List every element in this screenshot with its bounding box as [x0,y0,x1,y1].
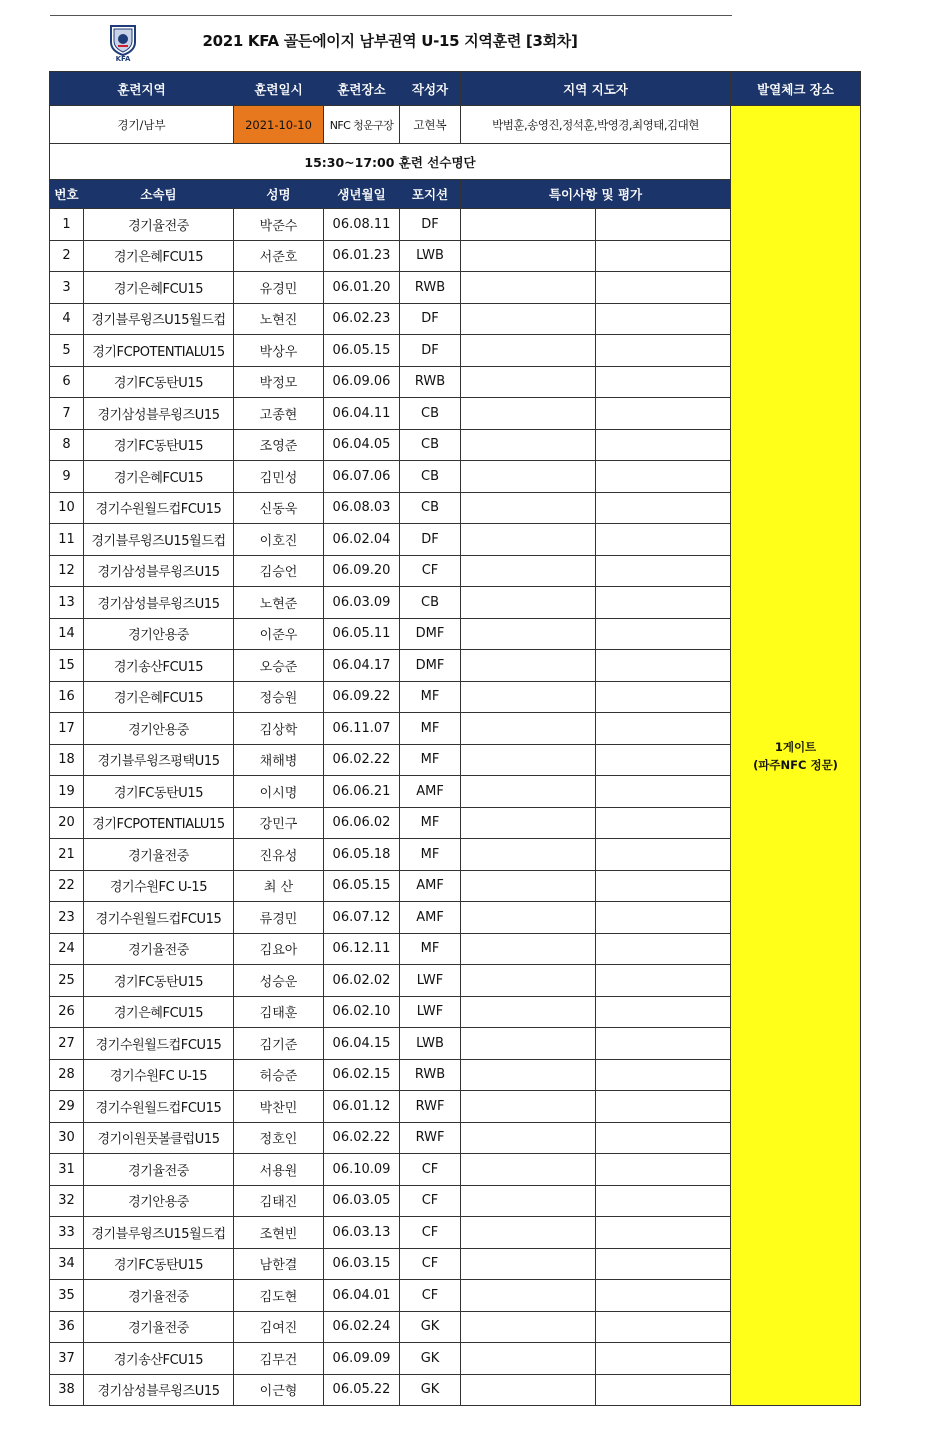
notes-cell-b[interactable] [596,1217,731,1249]
player-name: 김도현 [234,1280,324,1312]
notes-cell-a[interactable] [461,335,596,367]
player-team: 경기율전중 [84,933,234,965]
player-no: 5 [50,335,84,367]
notes-cell-b[interactable] [596,1028,731,1060]
notes-cell-b[interactable] [596,1280,731,1312]
notes-cell-b[interactable] [596,902,731,934]
player-no: 7 [50,398,84,430]
player-no: 32 [50,1185,84,1217]
player-birth: 06.01.20 [324,272,400,304]
player-no: 16 [50,681,84,713]
notes-cell-b[interactable] [596,429,731,461]
player-team: 경기은혜FCU15 [84,240,234,272]
player-birth: 06.01.23 [324,240,400,272]
notes-cell-a[interactable] [461,965,596,997]
player-name: 성승운 [234,965,324,997]
notes-cell-b[interactable] [596,1185,731,1217]
notes-cell-b[interactable] [596,1311,731,1343]
checkin-place-line1: 1게이트 [774,739,817,754]
player-birth: 06.03.15 [324,1248,400,1280]
player-birth: 06.04.01 [324,1280,400,1312]
player-name: 조현빈 [234,1217,324,1249]
player-name: 류경민 [234,902,324,934]
player-no: 10 [50,492,84,524]
player-team: 경기수원월드컵FCU15 [84,1091,234,1123]
info-header-row [50,72,861,106]
player-no: 36 [50,1311,84,1343]
notes-cell-a[interactable] [461,1374,596,1406]
player-team: 경기송산FCU15 [84,650,234,682]
notes-cell-b[interactable] [596,366,731,398]
player-position: CF [400,1185,461,1217]
player-name: 김요아 [234,933,324,965]
region-value: 경기/남부 [50,106,234,144]
player-position: DF [400,303,461,335]
notes-cell-a[interactable] [461,1185,596,1217]
player-no: 11 [50,524,84,556]
kfa-logo [105,24,141,68]
player-name: 김여진 [234,1311,324,1343]
player-birth: 06.09.20 [324,555,400,587]
notes-cell-a[interactable] [461,492,596,524]
player-birth: 06.05.15 [324,870,400,902]
date-value: 2021-10-10 [234,106,324,144]
col-no: 번호 [50,180,84,209]
player-position: CF [400,1248,461,1280]
roster-title: 15:30~17:00 훈련 선수명단 [50,144,731,180]
player-birth: 06.04.17 [324,650,400,682]
player-name: 고종현 [234,398,324,430]
player-name: 박정모 [234,366,324,398]
player-name: 김상학 [234,713,324,745]
player-birth: 06.02.23 [324,303,400,335]
player-position: GK [400,1311,461,1343]
player-position: RWF [400,1091,461,1123]
player-name: 남한결 [234,1248,324,1280]
col-position: 포지션 [400,180,461,209]
player-birth: 06.06.21 [324,776,400,808]
player-birth: 06.04.15 [324,1028,400,1060]
player-birth: 06.07.06 [324,461,400,493]
notes-cell-a[interactable] [461,366,596,398]
player-name: 조영준 [234,429,324,461]
player-no: 29 [50,1091,84,1123]
author-value: 고현복 [400,106,461,144]
player-birth: 06.02.22 [324,1122,400,1154]
player-birth: 06.03.05 [324,1185,400,1217]
player-birth: 06.02.24 [324,1311,400,1343]
player-no: 18 [50,744,84,776]
player-birth: 06.06.02 [324,807,400,839]
notes-cell-a[interactable] [461,555,596,587]
date-label: 훈련일시 [234,72,324,106]
notes-cell-a[interactable] [461,209,596,241]
player-no: 38 [50,1374,84,1406]
place-value: NFC 청운구장 [324,106,400,144]
player-no: 23 [50,902,84,934]
player-birth: 06.10.09 [324,1154,400,1186]
notes-cell-a[interactable] [461,429,596,461]
player-no: 30 [50,1122,84,1154]
notes-cell-b[interactable] [596,776,731,808]
notes-cell-a[interactable] [461,303,596,335]
player-position: CF [400,1217,461,1249]
player-no: 31 [50,1154,84,1186]
player-birth: 06.09.22 [324,681,400,713]
player-name: 채해병 [234,744,324,776]
player-birth: 06.02.10 [324,996,400,1028]
player-team: 경기수원월드컵FCU15 [84,1028,234,1060]
player-team: 경기삼성블루윙즈U15 [84,555,234,587]
player-team: 경기FCPOTENTIALU15 [84,335,234,367]
notes-cell-a[interactable] [461,1154,596,1186]
player-name: 이시명 [234,776,324,808]
player-position: CF [400,1280,461,1312]
player-no: 19 [50,776,84,808]
player-team: 경기율전중 [84,1154,234,1186]
notes-cell-a[interactable] [461,807,596,839]
notes-cell-a[interactable] [461,1091,596,1123]
notes-cell-a[interactable] [461,650,596,682]
player-no: 33 [50,1217,84,1249]
player-team: 경기은혜FCU15 [84,272,234,304]
player-position: CF [400,555,461,587]
player-birth: 06.07.12 [324,902,400,934]
notes-cell-b[interactable] [596,492,731,524]
player-birth: 06.05.18 [324,839,400,871]
notes-cell-a[interactable] [461,1248,596,1280]
player-position: MF [400,933,461,965]
region-label: 훈련지역 [50,72,234,106]
player-no: 37 [50,1343,84,1375]
player-no: 9 [50,461,84,493]
player-no: 1 [50,209,84,241]
notes-cell-b[interactable] [596,461,731,493]
player-team: 경기안용중 [84,618,234,650]
player-birth: 06.04.11 [324,398,400,430]
notes-cell-b[interactable] [596,335,731,367]
notes-cell-b[interactable] [596,398,731,430]
player-team: 경기송산FCU15 [84,1343,234,1375]
player-name: 김무건 [234,1343,324,1375]
notes-cell-a[interactable] [461,933,596,965]
player-no: 35 [50,1280,84,1312]
player-position: DF [400,524,461,556]
notes-cell-b[interactable] [596,996,731,1028]
player-name: 김승언 [234,555,324,587]
player-position: DF [400,209,461,241]
player-birth: 06.02.04 [324,524,400,556]
player-team: 경기안용중 [84,713,234,745]
player-no: 2 [50,240,84,272]
player-team: 경기이원풋볼클럽U15 [84,1122,234,1154]
notes-cell-a[interactable] [461,618,596,650]
notes-cell-a[interactable] [461,1280,596,1312]
player-position: CB [400,429,461,461]
top-rule [50,15,732,16]
player-birth: 06.09.06 [324,366,400,398]
player-name: 이호진 [234,524,324,556]
notes-cell-b[interactable] [596,303,731,335]
player-team: 경기FC동탄U15 [84,429,234,461]
player-no: 4 [50,303,84,335]
player-no: 27 [50,1028,84,1060]
player-position: AMF [400,870,461,902]
player-name: 최 산 [234,870,324,902]
player-team: 경기블루윙즈U15월드컵 [84,1217,234,1249]
player-birth: 06.09.09 [324,1343,400,1375]
notes-cell-a[interactable] [461,461,596,493]
player-no: 22 [50,870,84,902]
col-birth: 생년월일 [324,180,400,209]
checkin-place-line2: (파주NFC 정문) [753,757,838,772]
player-position: AMF [400,776,461,808]
player-team: 경기블루윙즈평택U15 [84,744,234,776]
player-position: MF [400,681,461,713]
player-no: 14 [50,618,84,650]
player-team: 경기안용중 [84,1185,234,1217]
player-birth: 06.04.05 [324,429,400,461]
player-team: 경기삼성블루윙즈U15 [84,398,234,430]
player-position: GK [400,1343,461,1375]
place-label: 훈련장소 [324,72,400,106]
player-birth: 06.05.11 [324,618,400,650]
player-position: GK [400,1374,461,1406]
player-name: 오승준 [234,650,324,682]
player-team: 경기율전중 [84,209,234,241]
notes-cell-a[interactable] [461,1028,596,1060]
notes-cell-b[interactable] [596,713,731,745]
player-team: 경기블루윙즈U15월드컵 [84,524,234,556]
player-name: 유경민 [234,272,324,304]
notes-cell-a[interactable] [461,996,596,1028]
notes-cell-b[interactable] [596,240,731,272]
notes-cell-b[interactable] [596,209,731,241]
notes-cell-a[interactable] [461,398,596,430]
notes-cell-b[interactable] [596,1059,731,1091]
player-name: 박찬민 [234,1091,324,1123]
player-position: RWB [400,272,461,304]
player-position: CF [400,1154,461,1186]
player-team: 경기삼성블루윙즈U15 [84,587,234,619]
player-no: 6 [50,366,84,398]
col-team: 소속팀 [84,180,234,209]
player-team: 경기FC동탄U15 [84,1248,234,1280]
player-position: CB [400,398,461,430]
player-no: 3 [50,272,84,304]
notes-cell-b[interactable] [596,650,731,682]
player-birth: 06.12.11 [324,933,400,965]
player-birth: 06.08.11 [324,209,400,241]
player-no: 25 [50,965,84,997]
player-no: 34 [50,1248,84,1280]
player-position: LWB [400,240,461,272]
player-name: 서용원 [234,1154,324,1186]
player-name: 노현진 [234,303,324,335]
player-no: 24 [50,933,84,965]
player-name: 김기준 [234,1028,324,1060]
player-name: 김태훈 [234,996,324,1028]
player-position: CB [400,461,461,493]
player-team: 경기수원월드컵FCU15 [84,902,234,934]
notes-cell-b[interactable] [596,681,731,713]
player-no: 15 [50,650,84,682]
notes-cell-b[interactable] [596,524,731,556]
player-no: 17 [50,713,84,745]
player-team: 경기율전중 [84,1280,234,1312]
player-position: LWF [400,996,461,1028]
player-name: 강민구 [234,807,324,839]
player-no: 26 [50,996,84,1028]
player-birth: 06.02.22 [324,744,400,776]
notes-cell-a[interactable] [461,1059,596,1091]
player-team: 경기블루윙즈U15월드컵 [84,303,234,335]
player-team: 경기율전중 [84,1311,234,1343]
notes-cell-b[interactable] [596,587,731,619]
notes-cell-a[interactable] [461,681,596,713]
coaches-value: 박범훈,송영진,정석훈,박영경,최영태,김대현 [461,106,731,144]
notes-cell-b[interactable] [596,555,731,587]
player-position: MF [400,839,461,871]
player-name: 이준우 [234,618,324,650]
checkin-place [731,106,861,1406]
player-position: MF [400,807,461,839]
player-name: 박상우 [234,335,324,367]
notes-cell-b[interactable] [596,839,731,871]
player-name: 진유성 [234,839,324,871]
player-team: 경기삼성블루윙즈U15 [84,1374,234,1406]
notes-cell-a[interactable] [461,272,596,304]
notes-cell-b[interactable] [596,870,731,902]
player-team: 경기FCPOTENTIALU15 [84,807,234,839]
kfa-crest-icon [105,24,141,56]
player-no: 28 [50,1059,84,1091]
notes-cell-a[interactable] [461,587,596,619]
col-notes: 특이사항 및 평가 [461,180,731,209]
notes-cell-a[interactable] [461,902,596,934]
player-team: 경기은혜FCU15 [84,996,234,1028]
player-birth: 06.08.03 [324,492,400,524]
player-name: 정호인 [234,1122,324,1154]
player-position: DMF [400,618,461,650]
notes-cell-a[interactable] [461,240,596,272]
player-birth: 06.02.02 [324,965,400,997]
notes-cell-b[interactable] [596,965,731,997]
player-position: DF [400,335,461,367]
notes-cell-b[interactable] [596,1248,731,1280]
player-position: LWF [400,965,461,997]
player-name: 김태진 [234,1185,324,1217]
notes-cell-b[interactable] [596,933,731,965]
checkin-label: 발열체크 장소 [731,72,861,106]
player-birth: 06.05.15 [324,335,400,367]
notes-cell-a[interactable] [461,776,596,808]
player-position: RWF [400,1122,461,1154]
player-team: 경기은혜FCU15 [84,461,234,493]
notes-cell-a[interactable] [461,744,596,776]
notes-cell-a[interactable] [461,839,596,871]
player-team: 경기수원FC U-15 [84,870,234,902]
player-position: DMF [400,650,461,682]
player-team: 경기율전중 [84,839,234,871]
player-position: CB [400,492,461,524]
notes-cell-a[interactable] [461,1311,596,1343]
col-name: 성명 [234,180,324,209]
player-name: 이근형 [234,1374,324,1406]
player-name: 정승원 [234,681,324,713]
player-name: 김민성 [234,461,324,493]
player-no: 8 [50,429,84,461]
logo-text: KFA [115,55,131,63]
player-no: 13 [50,587,84,619]
notes-cell-b[interactable] [596,744,731,776]
player-name: 신동욱 [234,492,324,524]
notes-cell-a[interactable] [461,1122,596,1154]
player-name: 서준호 [234,240,324,272]
player-birth: 06.02.15 [324,1059,400,1091]
player-no: 21 [50,839,84,871]
player-team: 경기수원월드컵FCU15 [84,492,234,524]
info-row [50,106,861,144]
player-position: RWB [400,1059,461,1091]
player-name: 노현준 [234,587,324,619]
notes-cell-b[interactable] [596,618,731,650]
notes-cell-b[interactable] [596,1374,731,1406]
player-birth: 06.11.07 [324,713,400,745]
notes-cell-b[interactable] [596,1091,731,1123]
player-position: LWB [400,1028,461,1060]
player-name: 허승준 [234,1059,324,1091]
coaches-label: 지역 지도자 [461,72,731,106]
player-birth: 06.03.13 [324,1217,400,1249]
roster-table [49,71,861,1406]
player-no: 12 [50,555,84,587]
player-position: CB [400,587,461,619]
notes-cell-b[interactable] [596,1154,731,1186]
player-no: 20 [50,807,84,839]
player-birth: 06.03.09 [324,587,400,619]
player-birth: 06.05.22 [324,1374,400,1406]
player-team: 경기FC동탄U15 [84,366,234,398]
notes-cell-a[interactable] [461,713,596,745]
player-birth: 06.01.12 [324,1091,400,1123]
notes-cell-a[interactable] [461,1343,596,1375]
notes-cell-a[interactable] [461,524,596,556]
author-label: 작성자 [400,72,461,106]
notes-cell-a[interactable] [461,1217,596,1249]
player-team: 경기FC동탄U15 [84,776,234,808]
player-position: MF [400,713,461,745]
notes-cell-b[interactable] [596,807,731,839]
notes-cell-b[interactable] [596,1122,731,1154]
notes-cell-b[interactable] [596,1343,731,1375]
player-position: MF [400,744,461,776]
notes-cell-a[interactable] [461,870,596,902]
notes-cell-b[interactable] [596,272,731,304]
player-team: 경기수원FC U-15 [84,1059,234,1091]
player-position: AMF [400,902,461,934]
page-title: 2021 KFA 골든에이지 남부권역 U-15 지역훈련 [3회차] [202,32,578,50]
player-team: 경기은혜FCU15 [84,681,234,713]
player-team: 경기FC동탄U15 [84,965,234,997]
player-position: RWB [400,366,461,398]
player-name: 박준수 [234,209,324,241]
